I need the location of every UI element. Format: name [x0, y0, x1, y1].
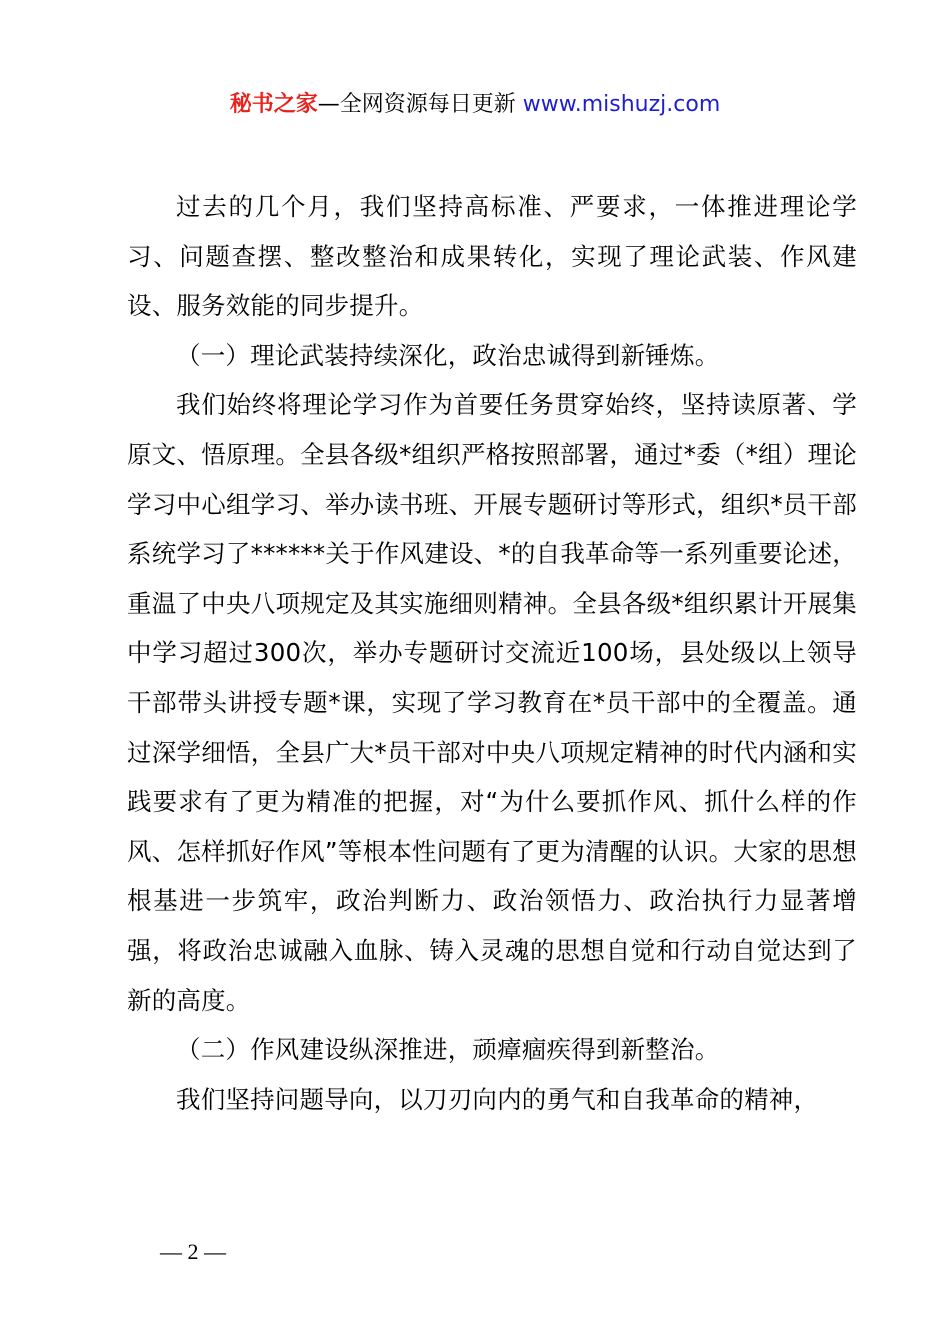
paragraph-section-2: 我们坚持问题导向，以刀刃向内的勇气和自我革命的精神， — [176, 1084, 819, 1114]
paragraph-section-1: 我们始终将理论学习作为首要任务贯穿始终，坚持读原著、学原文、悟原理。全县各级*组织严格按照部署，通过*委（*组）理论学习中心组学习、举办读书班、开展专题研讨等形式，组织*员干部系统学习了******关于作风建设、*的自我革命等一系列重要论述，重温了中央八项规定及其实施细则精神。全县各级*组织累计开展集中学习超过300次，举办专题研讨交流近100场，县处级以上领导干部带头讲授专题*课，实现了学习教育在*员干部中的全覆盖。通过深学细悟，全县广大*员干部对中央八项规定精神的时代内涵和实践要求有了更为精准的把握，对“为什么要抓作风、抓什么样的作风、怎样抓好作风”等根本性问题有了更为清醒的认识。大家的思想根基进一步筑牢，政治判断力、政治领悟力、政治执行力显著增强，将政治忠诚融入血脉、铸入灵魂的思想自觉和行动自觉达到了新的高度。 — [127, 390, 857, 1015]
site-url: www.mishuzj.com — [522, 92, 721, 117]
site-tagline: —全网资源每日更新 — [317, 92, 523, 117]
site-brand: 秘书之家 — [229, 92, 318, 117]
section-heading-1: （一）理论武装持续深化，政治忠诚得到新锤炼。 — [176, 340, 720, 370]
section-heading-2: （二）作风建设纵深推进，顽瘴痼疾得到新整治。 — [176, 1035, 720, 1065]
page-number: — 2 — — [160, 1239, 226, 1264]
document-body — [127, 182, 857, 1124]
site-header — [0, 88, 950, 122]
paragraph-intro: 过去的几个月，我们坚持高标准、严要求，一体推进理论学习、问题查摆、整改整治和成果转化，实现了理论武装、作风建设、服务效能的同步提升。 — [127, 192, 857, 321]
